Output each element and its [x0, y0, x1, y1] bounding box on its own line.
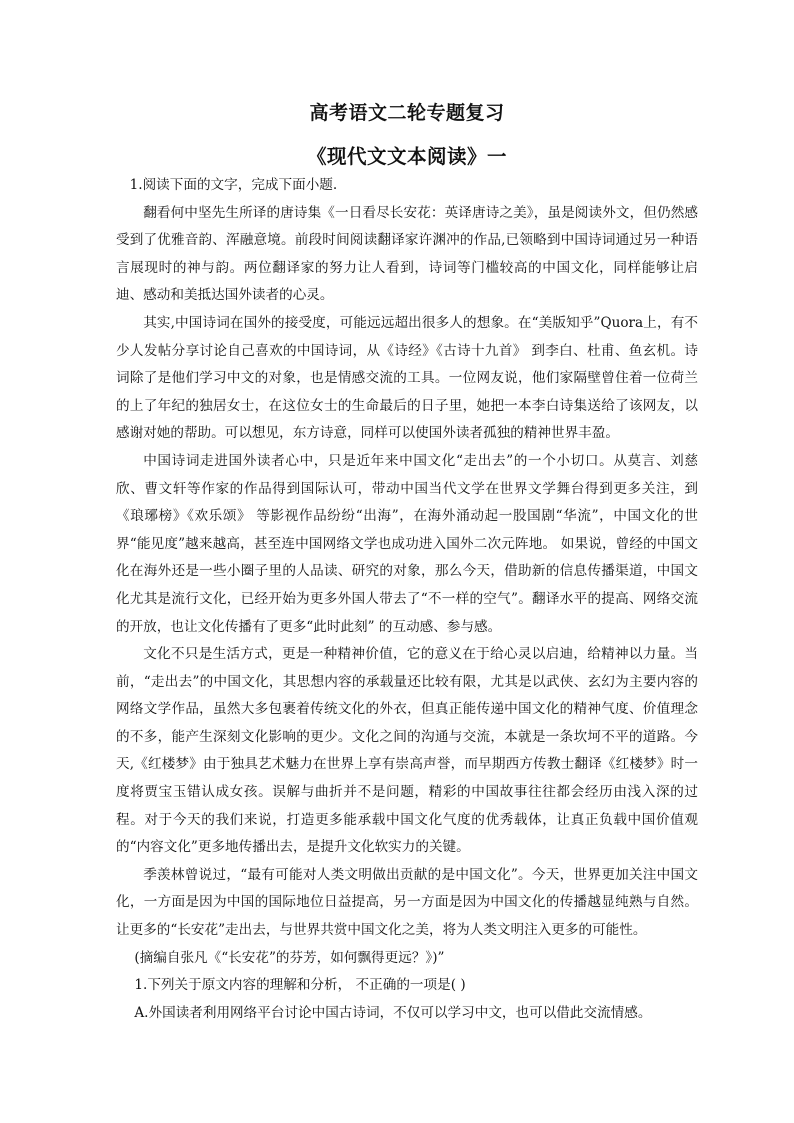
document-title: 高考语文二轮专题复习	[309, 102, 505, 124]
reading-instruction: 1.阅读下面的文字，完成下面小题.	[129, 177, 338, 193]
document-subtitle: 《现代文文本阅读》一	[306, 145, 507, 168]
question-1: 1.下列关于原文内容的理解和分析， 不正确的一项是( )	[134, 977, 466, 994]
paragraph-4: 文化不只是生活方式，更是一种精神价值，它的意义在于给心灵以启迪，给精神以力量。当前，“走出去”的中国文化，其思想内容的承载量还比较有限，尤其是以武侠、玄幻为主要内容的网络文学作品，虽然大多包裹着传统文化的外衣，但真正能传递中国文化的精神气度、价值理念的不多，能产生深刻文化影响的更少。文化之间的沟通与交流，本就是一条坎坷不平的道路。今天,《红楼梦》由于独具艺术魅力在世界上享有崇高声誉，而早期西方传教士翻译《红楼梦》时一度将贾宝玉错认成女孩。误解与曲折并不是问题，精彩的中国故事往往都会经历由浅入深的过程。对于今天的我们来说，打造更多能承载中国文化气度的优秀载体，让真正负载中国价值观的“内容文化”更多地传播出去，是提升文化软实力的关键。	[116, 646, 698, 856]
option-a: A.外国读者利用网络平台讨论中国古诗词，不仅可以学习中文，也可以借此交流情感。	[134, 1004, 652, 1021]
paragraph-2: 其实,中国诗词在国外的接受度，可能远远超出很多人的想象。在“美版知乎”Quora上，有不少人发帖分享讨论自己喜欢的中国诗词，从《诗经》《古诗十九首》 到李白、杜甫、鱼玄机。诗词除了是他们学习中文的对象，也是情感交流的工具。一位网友说，他们家隔壁曾住着一位荷兰的上了年纪的独居女士，在这位女士的生命最后的日子里，她把一本李白诗集送给了该网友，以感谢对她的帮助。可以想见，东方诗意，同样可以使国外读者孤独的精神世界丰盈。	[116, 314, 698, 442]
paragraph-3: 中国诗词走进国外读者心中，只是近年来中国文化“走出去”的一个小切口。从莫言、刘慈欣、曹文轩等作家的作品得到国际认可，带动中国当代文学在世界文学舞台得到更多关注，到《琅琊榜》《欢乐颂》 等影视作品纷纷“出海”，在海外涌动起一股国剧“华流”，中国文化的世界“能见度”越来越高，甚至连中国网络文学也成功进入国外二次元阵地。 如果说，曾经的中国文化在海外还是一些小圈子里的人品读、研究的对象，那么今天，借助新的信息传播渠道，中国文化尤其是流行文化，已经开始为更多外国人带去了“不一样的空气”。翻译水平的提高、网络交流的开放，也让文化传播有了更多“此时此刻” 的互动感、参与感。	[116, 452, 698, 635]
paragraph-5: 季羡林曾说过，“最有可能对人类文明做出贡献的是中国文化”。今天，世界更加关注中国文化，一方面是因为中国的国际地位日益提高，另一方面是因为中国文化的传播越显纯熟与自然。让更多的“长安花”走出去，与世界共赏中国文化之美，将为人类文明注入更多的可能性。	[116, 866, 698, 939]
document-page	[116, 100, 698, 1027]
paragraph-1: 翻看何中坚先生所译的唐诗集《一日看尽长安花：英译唐诗之美》，虽是阅读外文，但仍然感受到了优雅音韵、浑融意境。前段时间阅读翻译家许渊冲的作品,已领略到中国诗词通过另一种语言展现时的神与韵。两位翻译家的努力让人看到，诗词等门槛较高的中国文化，同样能够让启迪、感动和美抵达国外读者的心灵。	[116, 204, 698, 304]
source-citation: (摘编自张凡《“长安花”的芬芳，如何飘得更远？》)”	[134, 949, 445, 966]
